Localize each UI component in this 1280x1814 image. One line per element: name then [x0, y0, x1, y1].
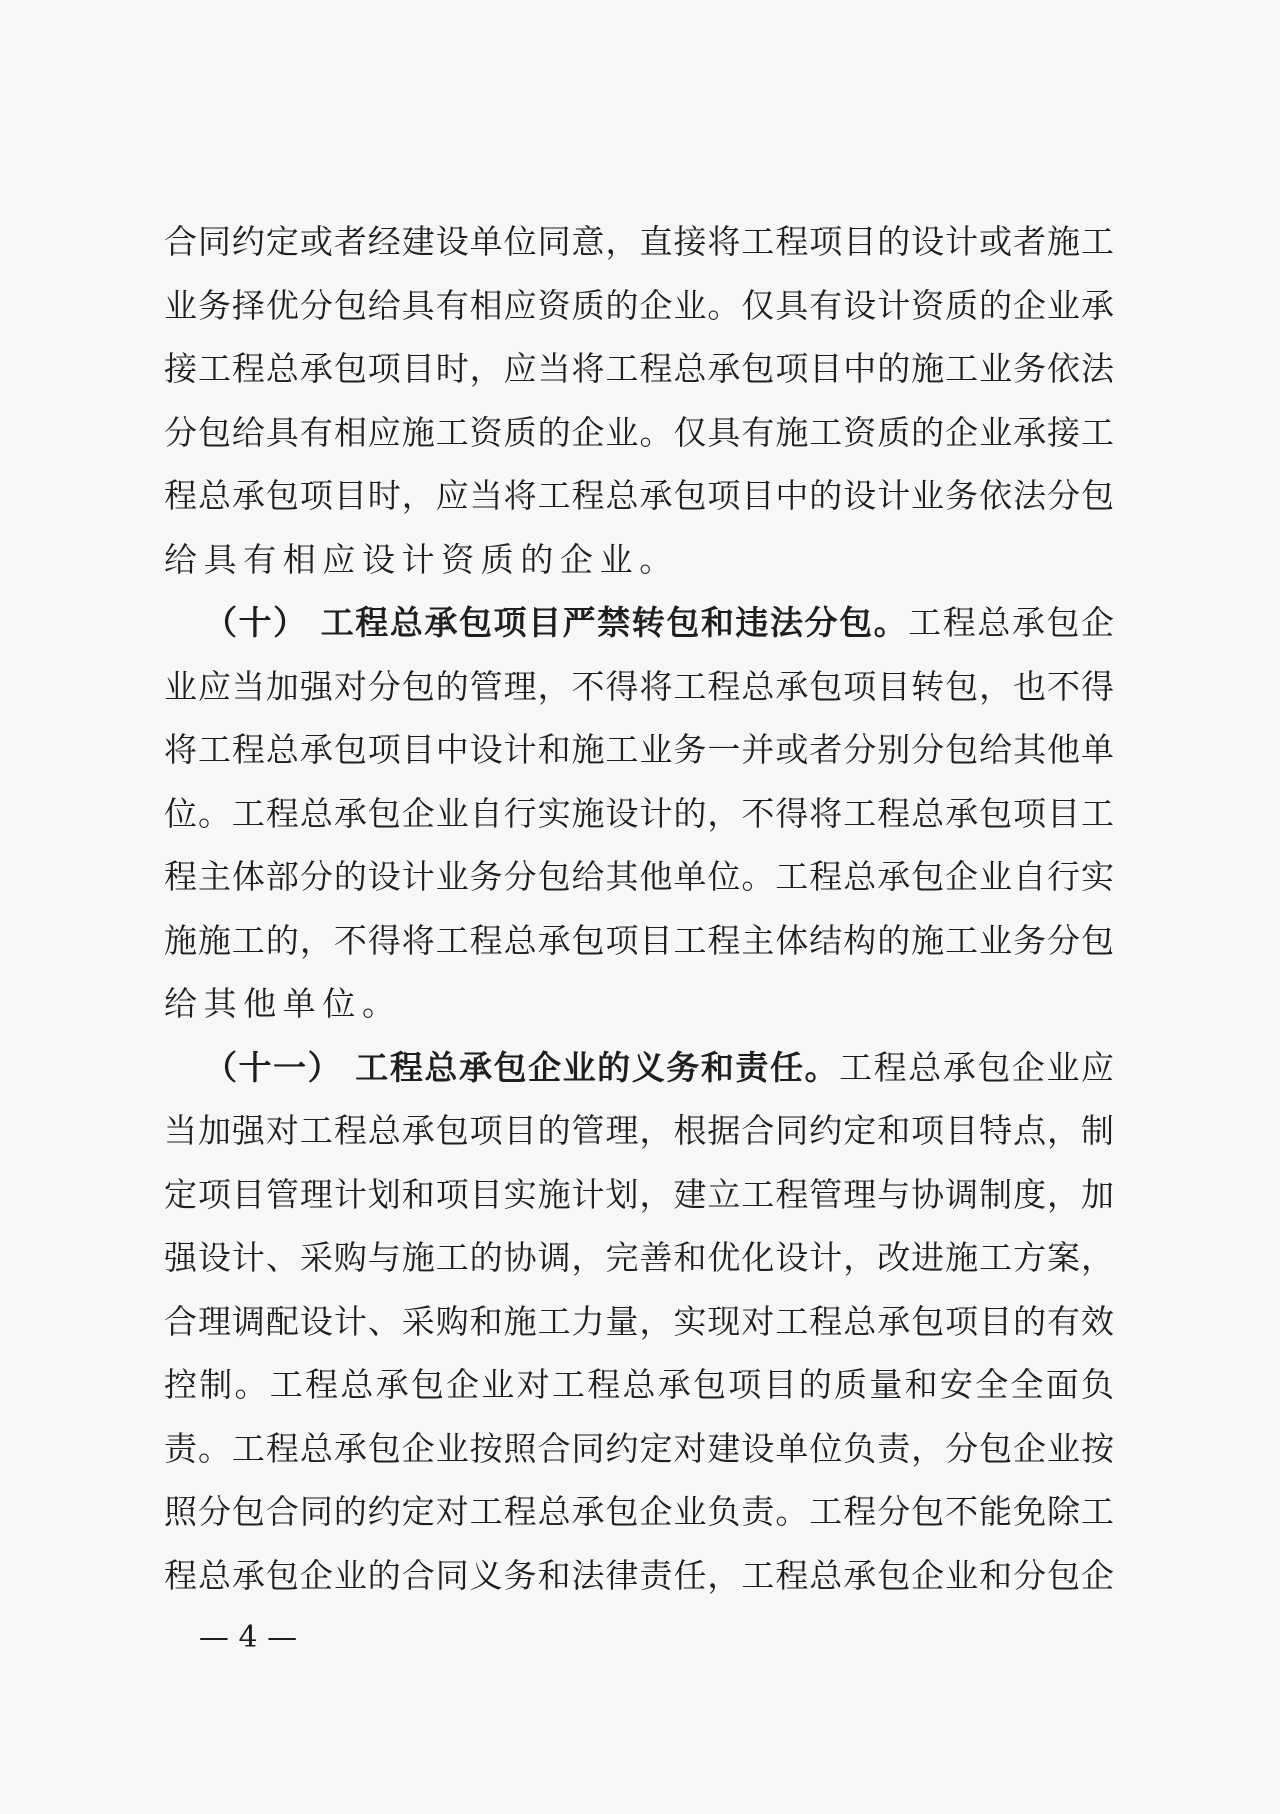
- text-line: 合同约定或者经建设单位同意，直接将工程项目的设计或者施工: [164, 222, 1114, 261]
- document-body: [164, 210, 1114, 1607]
- text-line: 位。工程总承包企业自行实施设计的，不得将工程总承包项目工: [164, 793, 1114, 833]
- text-line: 给具有相应设计资质的企业。: [164, 539, 679, 579]
- text-line: 程主体部分的设计业务分包给其他单位。工程总承包企业自行实: [164, 857, 1114, 896]
- text-line: 程总承包项目时，应当将工程总承包项目中的设计业务依法分包: [164, 476, 1114, 515]
- text-line: 照分包合同的约定对工程总承包企业负责。工程分包不能免除工: [164, 1492, 1114, 1531]
- text-line: 分包给具有相应施工资质的企业。仅具有施工资质的企业承接工: [164, 412, 1114, 452]
- section-heading-line: （十） 工程总承包项目严禁转包和违法分包。工程总承包企: [204, 603, 1114, 642]
- text-line: 合理调配设计、采购和施工力量，实现对工程总承包项目的有效: [164, 1301, 1114, 1341]
- text-line: 施施工的，不得将工程总承包项目工程主体结构的施工业务分包: [164, 920, 1114, 960]
- text-line: 强设计、采购与施工的协调，完善和优化设计，改进施工方案，: [164, 1238, 1114, 1277]
- text-line: 业应当加强对分包的管理，不得将工程总承包项目转包，也不得: [164, 666, 1114, 706]
- page-number: — 4 —: [198, 1620, 298, 1655]
- text-line: 给其他单位。: [164, 984, 402, 1023]
- section-heading-10: （十） 工程总承包项目严禁转包和违法分包。: [204, 603, 909, 642]
- text-line: 接工程总承包项目时，应当将工程总承包项目中的施工业务依法: [164, 349, 1114, 388]
- section-heading-line: （十一） 工程总承包企业的义务和责任。工程总承包企业应: [204, 1047, 1114, 1087]
- text-line: 程总承包企业的合同义务和法律责任，工程总承包企业和分包企: [164, 1555, 1114, 1595]
- section-heading-11: （十一） 工程总承包企业的义务和责任。: [204, 1047, 840, 1087]
- text-line: 定项目管理计划和项目实施计划，建立工程管理与协调制度，加: [164, 1174, 1114, 1214]
- text-line: 当加强对工程总承包项目的管理，根据合同约定和项目特点，制: [164, 1111, 1114, 1150]
- text-line: 控制。工程总承包企业对工程总承包项目的质量和安全全面负: [164, 1365, 1114, 1404]
- text-line: 责。工程总承包企业按照合同约定对建设单位负责，分包企业按: [164, 1428, 1114, 1468]
- text-line: 业务择优分包给具有相应资质的企业。仅具有设计资质的企业承: [164, 285, 1114, 325]
- text-line: 将工程总承包项目中设计和施工业务一并或者分别分包给其他单: [164, 730, 1114, 769]
